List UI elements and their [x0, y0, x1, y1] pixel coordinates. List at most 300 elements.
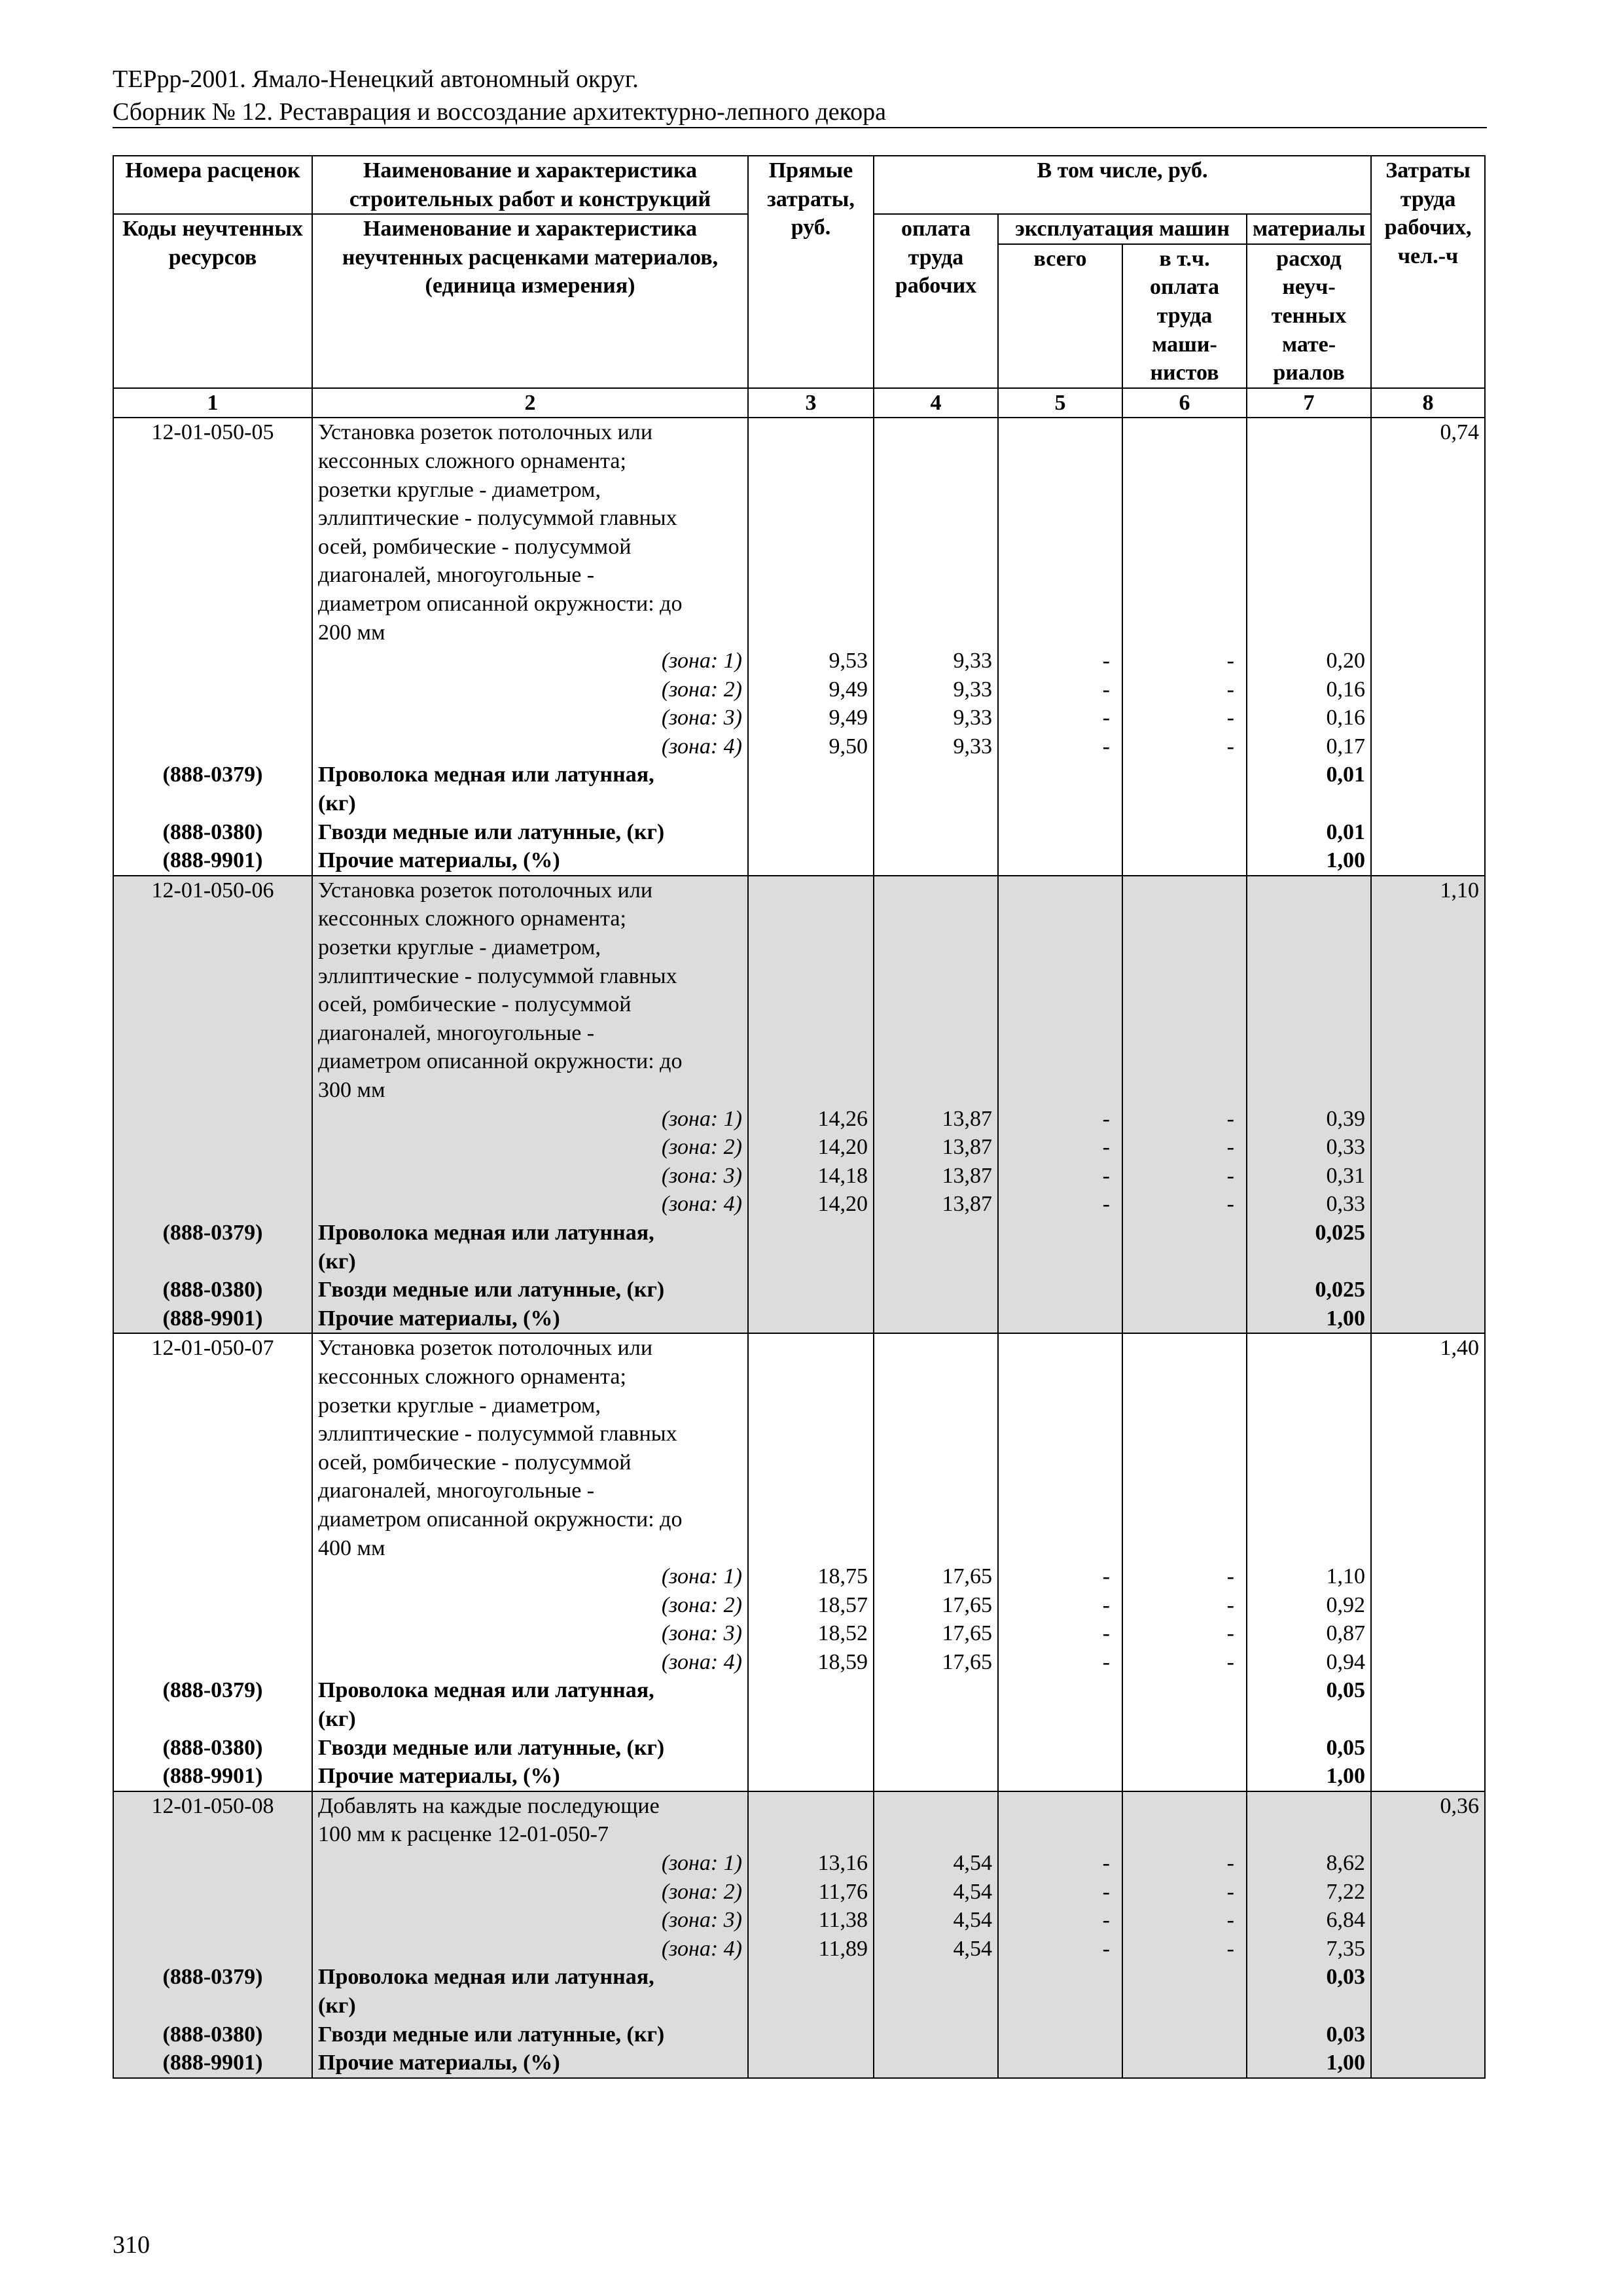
blank-line: [1128, 876, 1234, 905]
rate-name-line: 400 мм: [318, 1535, 385, 1560]
materials-value: 0,33: [1326, 1192, 1366, 1217]
blank-line: [119, 619, 306, 647]
labor-pay-value: 17,65: [942, 1649, 992, 1674]
blank-line: [119, 1247, 306, 1276]
rate-name-line: диагоналей, многоугольные -: [318, 563, 595, 588]
material-name-line: (кг): [318, 1707, 356, 1732]
machines-total-cell: [998, 418, 1122, 876]
rate-name-line: кессонных сложного орнамента;: [318, 1364, 626, 1389]
rate-name-line: розетки круглые - диаметром,: [318, 935, 601, 960]
blank-line: [119, 1992, 306, 2020]
rate-name-cell: [312, 1791, 748, 2078]
material-qty: 0,03: [1326, 1965, 1366, 1990]
direct-costs-value: 9,50: [829, 734, 868, 759]
direct-costs-cell: [748, 876, 874, 1334]
machines-total-value: -: [1102, 1163, 1110, 1188]
machines-labor-value: -: [1226, 1936, 1234, 1961]
blank-line: [119, 1047, 306, 1076]
blank-line: [1004, 447, 1110, 476]
blank-line: [119, 1133, 306, 1162]
machines-labor-value: -: [1226, 1163, 1234, 1188]
blank-line: [880, 876, 992, 905]
machines-total-value: -: [1102, 677, 1110, 702]
machines-total-value: -: [1102, 734, 1110, 759]
machines-labor-cell: [1122, 1791, 1247, 2078]
material-name-line: Прочие материалы, (%): [318, 1764, 560, 1789]
rate-name-line: эллиптические - полусуммой главных: [318, 506, 677, 531]
blank-line: [1004, 1448, 1110, 1477]
machines-total-value: -: [1102, 1592, 1110, 1617]
blank-line: [1253, 789, 1365, 818]
material-name-line: Проволока медная или латунная,: [318, 1965, 654, 1990]
zone-label: (зона: 2): [661, 1592, 742, 1617]
labor-pay-value: 9,33: [953, 706, 992, 730]
direct-costs-value: 14,20: [817, 1192, 868, 1217]
blank-line: [119, 1391, 306, 1420]
labor-hours-cell: [1371, 1791, 1485, 2078]
blank-line: [754, 1448, 868, 1477]
blank-line: [880, 590, 992, 619]
blank-line: [1004, 1420, 1110, 1448]
blank-line: [754, 1019, 868, 1048]
blank-line: [119, 561, 306, 590]
blank-line: [1004, 418, 1110, 447]
blank-line: [1004, 933, 1110, 962]
material-qty: 1,00: [1326, 2051, 1366, 2075]
direct-costs-value: 11,89: [818, 1936, 868, 1961]
blank-line: [880, 962, 992, 991]
blank-line: [880, 1534, 992, 1563]
blank-line: [1004, 1076, 1110, 1105]
blank-line: [1128, 1047, 1234, 1076]
rate-name-line: диагоналей, многоугольные -: [318, 1479, 595, 1503]
blank-line: [1004, 876, 1110, 905]
blank-line: [1004, 1477, 1110, 1505]
zone-label: (зона: 4): [661, 1192, 742, 1217]
blank-line: [119, 732, 306, 761]
material-name-line: (кг): [318, 1994, 356, 2018]
blank-line: [880, 1792, 992, 1821]
blank-line: [119, 1619, 306, 1648]
header-materials-consumption: расход неуч-тенных мате-риалов: [1247, 244, 1371, 388]
blank-line: [1253, 1992, 1365, 2020]
page-header: [113, 63, 1487, 128]
machines-total-value: -: [1102, 1192, 1110, 1217]
blank-line: [754, 619, 868, 647]
blank-line: [1128, 905, 1234, 933]
blank-line: [1128, 933, 1234, 962]
machines-total-cell: [998, 1791, 1122, 2078]
collection-title: Сборник № 12. Реставрация и воссоздание архитектурно-лепного декора: [113, 98, 886, 126]
header-machines-labor: в т.ч. оплата труда маши-нистов: [1122, 244, 1247, 388]
rate-name-line: 200 мм: [318, 620, 385, 645]
machines-total-value: -: [1102, 1851, 1110, 1876]
blank-line: [880, 619, 992, 647]
zone-label: (зона: 1): [661, 1851, 742, 1876]
header-work-name: Наименование и характеристика строительных работ и конструкций: [312, 156, 748, 214]
blank-line: [119, 1906, 306, 1935]
blank-line: [1128, 1363, 1234, 1391]
header-codes: Коды неучтенных ресурсов: [113, 214, 312, 388]
header-rate-numbers: Номера расценок: [113, 156, 312, 214]
material-name-line: (кг): [318, 1249, 356, 1274]
rate-name-cell: [312, 1333, 748, 1791]
machines-labor-value: -: [1226, 734, 1234, 759]
blank-line: [1128, 1420, 1234, 1448]
material-name-line: Проволока медная или латунная,: [318, 762, 654, 787]
column-numbers-row: [113, 388, 1485, 418]
rate-name-line: Установка розеток потолочных или: [318, 878, 653, 903]
machines-labor-cell: [1122, 876, 1247, 1334]
direct-costs-cell: [748, 418, 874, 876]
machines-labor-value: -: [1226, 1192, 1234, 1217]
blank-line: [1004, 590, 1110, 619]
zone-label: (зона: 2): [661, 677, 742, 702]
blank-line: [880, 418, 992, 447]
blank-line: [119, 1076, 306, 1105]
machines-labor-value: -: [1226, 1879, 1234, 1904]
blank-line: [1253, 476, 1365, 505]
blank-line: [880, 561, 992, 590]
blank-line: [1253, 876, 1365, 905]
rate-row: [113, 418, 1485, 876]
machines-total-value: -: [1102, 1621, 1110, 1646]
blank-line: [1253, 619, 1365, 647]
blank-line: [880, 1477, 992, 1505]
rate-name-line: осей, ромбические - полусуммой: [318, 992, 632, 1017]
rate-code-cell: [113, 1791, 312, 2078]
blank-line: [754, 1820, 868, 1849]
blank-line: [1253, 1076, 1365, 1105]
zone-label: (зона: 3): [661, 1621, 742, 1646]
blank-line: [1253, 504, 1365, 533]
materials-value: 7,22: [1326, 1879, 1366, 1904]
blank-line: [119, 533, 306, 562]
rate-code: 12-01-050-05: [151, 420, 274, 445]
header-labor-pay: оплата труда рабочих: [874, 214, 998, 388]
blank-line: [1004, 561, 1110, 590]
labor-pay-value: 4,54: [953, 1908, 992, 1933]
machines-total-value: -: [1102, 1135, 1110, 1160]
blank-line: [1253, 1792, 1365, 1821]
blank-line: [119, 590, 306, 619]
blank-line: [880, 1334, 992, 1363]
material-qty: 0,03: [1326, 2022, 1366, 2047]
blank-line: [1253, 533, 1365, 562]
blank-line: [1004, 476, 1110, 505]
blank-line: [1253, 1534, 1365, 1563]
blank-line: [754, 1334, 868, 1363]
blank-line: [119, 447, 306, 476]
blank-line: [754, 504, 868, 533]
labor-hours: 0,36: [1440, 1793, 1480, 1818]
rate-code: 12-01-050-06: [151, 878, 274, 903]
blank-line: [880, 504, 992, 533]
blank-line: [1253, 1334, 1365, 1363]
blank-line: [119, 1105, 306, 1134]
column-number: 6: [1122, 388, 1247, 418]
blank-line: [1253, 1363, 1365, 1391]
materials-cell: [1247, 1791, 1371, 2078]
blank-line: [754, 905, 868, 933]
blank-line: [1253, 1705, 1365, 1734]
blank-line: [880, 447, 992, 476]
material-code: (888-0380): [162, 1278, 263, 1302]
header-rule: [113, 127, 1487, 128]
header-material-name: Наименование и характеристика неучтенных расценками материалов, (единица измерения): [312, 214, 748, 388]
blank-line: [119, 704, 306, 732]
blank-line: [119, 1591, 306, 1620]
blank-line: [1128, 1019, 1234, 1048]
labor-pay-value: 13,87: [942, 1192, 992, 1217]
materials-value: 0,20: [1326, 649, 1366, 673]
blank-line: [119, 476, 306, 505]
rate-code-cell: [113, 1333, 312, 1791]
blank-line: [1253, 1247, 1365, 1276]
blank-line: [119, 789, 306, 818]
labor-pay-cell: [874, 876, 998, 1334]
blank-line: [119, 962, 306, 991]
zone-label: (зона: 1): [661, 649, 742, 673]
material-code: (888-0380): [162, 819, 263, 844]
materials-value: 1,10: [1326, 1564, 1366, 1589]
header-machines-total: всего: [998, 244, 1122, 388]
labor-hours: 0,74: [1440, 420, 1480, 445]
blank-line: [880, 1505, 992, 1534]
labor-pay-value: 4,54: [953, 1936, 992, 1961]
material-code: (888-9901): [162, 1764, 263, 1789]
labor-pay-value: 13,87: [942, 1163, 992, 1188]
blank-line: [880, 1047, 992, 1076]
direct-costs-value: 11,76: [818, 1879, 868, 1904]
material-name-line: (кг): [318, 791, 356, 816]
materials-value: 0,92: [1326, 1592, 1366, 1617]
blank-line: [1128, 476, 1234, 505]
blank-line: [754, 1477, 868, 1505]
blank-line: [1128, 1505, 1234, 1534]
blank-line: [1128, 1820, 1234, 1849]
machines-labor-cell: [1122, 1333, 1247, 1791]
rate-name-line: Добавлять на каждые последующие: [318, 1793, 660, 1818]
material-code: (888-0379): [162, 1965, 263, 1990]
blank-line: [119, 1935, 306, 1964]
machines-labor-value: -: [1226, 1908, 1234, 1933]
header-materials: материалы: [1247, 214, 1371, 244]
material-qty: 0,05: [1326, 1735, 1366, 1760]
blank-line: [119, 675, 306, 704]
materials-cell: [1247, 1333, 1371, 1791]
rate-name-line: диаметром описанной окружности: до: [318, 1049, 683, 1074]
blank-line: [1253, 1047, 1365, 1076]
material-name-line: Гвозди медные или латунные, (кг): [318, 819, 665, 844]
blank-line: [754, 1076, 868, 1105]
rate-name-line: диаметром описанной окружности: до: [318, 1507, 683, 1532]
zone-label: (зона: 3): [661, 1908, 742, 1933]
blank-line: [1253, 962, 1365, 991]
labor-pay-value: 9,33: [953, 649, 992, 673]
material-code: (888-0379): [162, 1678, 263, 1703]
blank-line: [1128, 1334, 1234, 1363]
machines-total-value: -: [1102, 1936, 1110, 1961]
rate-name-line: кессонных сложного орнамента;: [318, 448, 626, 473]
blank-line: [1253, 1505, 1365, 1534]
blank-line: [754, 447, 868, 476]
blank-line: [1253, 905, 1365, 933]
machines-labor-value: -: [1226, 1649, 1234, 1674]
blank-line: [880, 533, 992, 562]
machines-labor-value: -: [1226, 1564, 1234, 1589]
rate-name-line: Установка розеток потолочных или: [318, 1336, 653, 1361]
blank-line: [1004, 962, 1110, 991]
blank-line: [880, 1363, 992, 1391]
machines-total-value: -: [1102, 1564, 1110, 1589]
direct-costs-value: 14,26: [817, 1106, 868, 1131]
page-number: 310: [113, 2231, 150, 2259]
blank-line: [754, 1363, 868, 1391]
machines-labor-value: -: [1226, 649, 1234, 673]
blank-line: [754, 1505, 868, 1534]
blank-line: [1253, 447, 1365, 476]
rate-code: 12-01-050-08: [151, 1793, 274, 1818]
header-direct-costs: Прямые затраты, руб.: [748, 156, 874, 388]
blank-line: [1128, 561, 1234, 590]
machines-labor-value: -: [1226, 1621, 1234, 1646]
blank-line: [1128, 962, 1234, 991]
blank-line: [119, 1190, 306, 1219]
blank-line: [1253, 418, 1365, 447]
direct-costs-value: 9,49: [829, 706, 868, 730]
machines-labor-value: -: [1226, 1592, 1234, 1617]
materials-value: 6,84: [1326, 1908, 1366, 1933]
labor-pay-value: 13,87: [942, 1106, 992, 1131]
blank-line: [1128, 1448, 1234, 1477]
blank-line: [754, 876, 868, 905]
column-number: 1: [113, 388, 312, 418]
rate-name-line: эллиптические - полусуммой главных: [318, 963, 677, 988]
blank-line: [880, 905, 992, 933]
labor-hours-cell: [1371, 1333, 1485, 1791]
zone-label: (зона: 2): [661, 1879, 742, 1904]
direct-costs-cell: [748, 1333, 874, 1791]
blank-line: [119, 1562, 306, 1591]
document-title: ТЕРрр-2001. Ямало-Ненецкий автономный округ.: [113, 65, 639, 93]
material-code: (888-9901): [162, 848, 263, 873]
table-body: [113, 418, 1485, 2077]
zone-label: (зона: 4): [661, 1649, 742, 1674]
machines-total-value: -: [1102, 1106, 1110, 1131]
materials-cell: [1247, 418, 1371, 876]
machines-total-value: -: [1102, 649, 1110, 673]
zone-label: (зона: 4): [661, 734, 742, 759]
blank-line: [1004, 1820, 1110, 1849]
column-number: 2: [312, 388, 748, 418]
machines-total-value: -: [1102, 1879, 1110, 1904]
blank-line: [1253, 590, 1365, 619]
material-name-line: Прочие материалы, (%): [318, 848, 560, 873]
blank-line: [880, 1420, 992, 1448]
blank-line: [1253, 933, 1365, 962]
blank-line: [1253, 1420, 1365, 1448]
labor-pay-value: 9,33: [953, 734, 992, 759]
machines-total-value: -: [1102, 1908, 1110, 1933]
blank-line: [119, 1705, 306, 1734]
material-name-line: Проволока медная или латунная,: [318, 1678, 654, 1703]
labor-pay-value: 17,65: [942, 1592, 992, 1617]
direct-costs-value: 9,53: [829, 649, 868, 673]
column-number: 7: [1247, 388, 1371, 418]
labor-pay-cell: [874, 1791, 998, 2078]
blank-line: [754, 476, 868, 505]
rate-name-line: кессонных сложного орнамента;: [318, 906, 626, 931]
rate-row: [113, 1791, 1485, 2078]
blank-line: [119, 1448, 306, 1477]
blank-line: [1128, 504, 1234, 533]
column-number: 4: [874, 388, 998, 418]
material-name-line: Гвозди медные или латунные, (кг): [318, 1278, 665, 1302]
zone-label: (зона: 3): [661, 706, 742, 730]
blank-line: [119, 647, 306, 675]
material-qty: 0,05: [1326, 1678, 1366, 1703]
material-code: (888-9901): [162, 1306, 263, 1331]
material-name-line: Проволока медная или латунная,: [318, 1220, 654, 1245]
blank-line: [880, 1448, 992, 1477]
labor-pay-value: 9,33: [953, 677, 992, 702]
material-qty: 0,025: [1315, 1220, 1366, 1245]
direct-costs-value: 13,16: [817, 1851, 868, 1876]
rate-name-cell: [312, 418, 748, 876]
blank-line: [1004, 1505, 1110, 1534]
rate-name-line: диагоналей, многоугольные -: [318, 1020, 595, 1045]
blank-line: [754, 1792, 868, 1821]
header-including: В том числе, руб.: [874, 156, 1371, 214]
direct-costs-value: 14,18: [817, 1163, 868, 1188]
header-machines: эксплуатация машин: [998, 214, 1247, 244]
blank-line: [119, 1420, 306, 1448]
rate-code-cell: [113, 876, 312, 1334]
materials-value: 0,39: [1326, 1106, 1366, 1131]
direct-costs-value: 18,59: [817, 1649, 868, 1674]
rate-name-line: эллиптические - полусуммой главных: [318, 1422, 677, 1446]
machines-total-value: -: [1102, 1649, 1110, 1674]
blank-line: [1253, 1019, 1365, 1048]
header-labor-costs: Затраты труда рабочих, чел.-ч: [1371, 156, 1485, 388]
blank-line: [1004, 533, 1110, 562]
blank-line: [754, 933, 868, 962]
blank-line: [754, 990, 868, 1019]
labor-pay-cell: [874, 418, 998, 876]
blank-line: [754, 590, 868, 619]
machines-labor-value: -: [1226, 1851, 1234, 1876]
blank-line: [1253, 990, 1365, 1019]
zone-label: (зона: 1): [661, 1106, 742, 1131]
blank-line: [754, 418, 868, 447]
machines-total-cell: [998, 1333, 1122, 1791]
materials-value: 0,87: [1326, 1621, 1366, 1646]
blank-line: [1004, 1363, 1110, 1391]
blank-line: [119, 1878, 306, 1907]
material-qty: 1,00: [1326, 1306, 1366, 1331]
blank-line: [1004, 905, 1110, 933]
column-number: 8: [1371, 388, 1485, 418]
machines-labor-value: -: [1226, 677, 1234, 702]
blank-line: [880, 1019, 992, 1048]
blank-line: [119, 1477, 306, 1505]
direct-costs-cell: [748, 1791, 874, 2078]
table-header: [113, 156, 1485, 418]
zone-label: (зона: 2): [661, 1135, 742, 1160]
material-code: (888-0379): [162, 762, 263, 787]
rate-name-cell: [312, 876, 748, 1334]
